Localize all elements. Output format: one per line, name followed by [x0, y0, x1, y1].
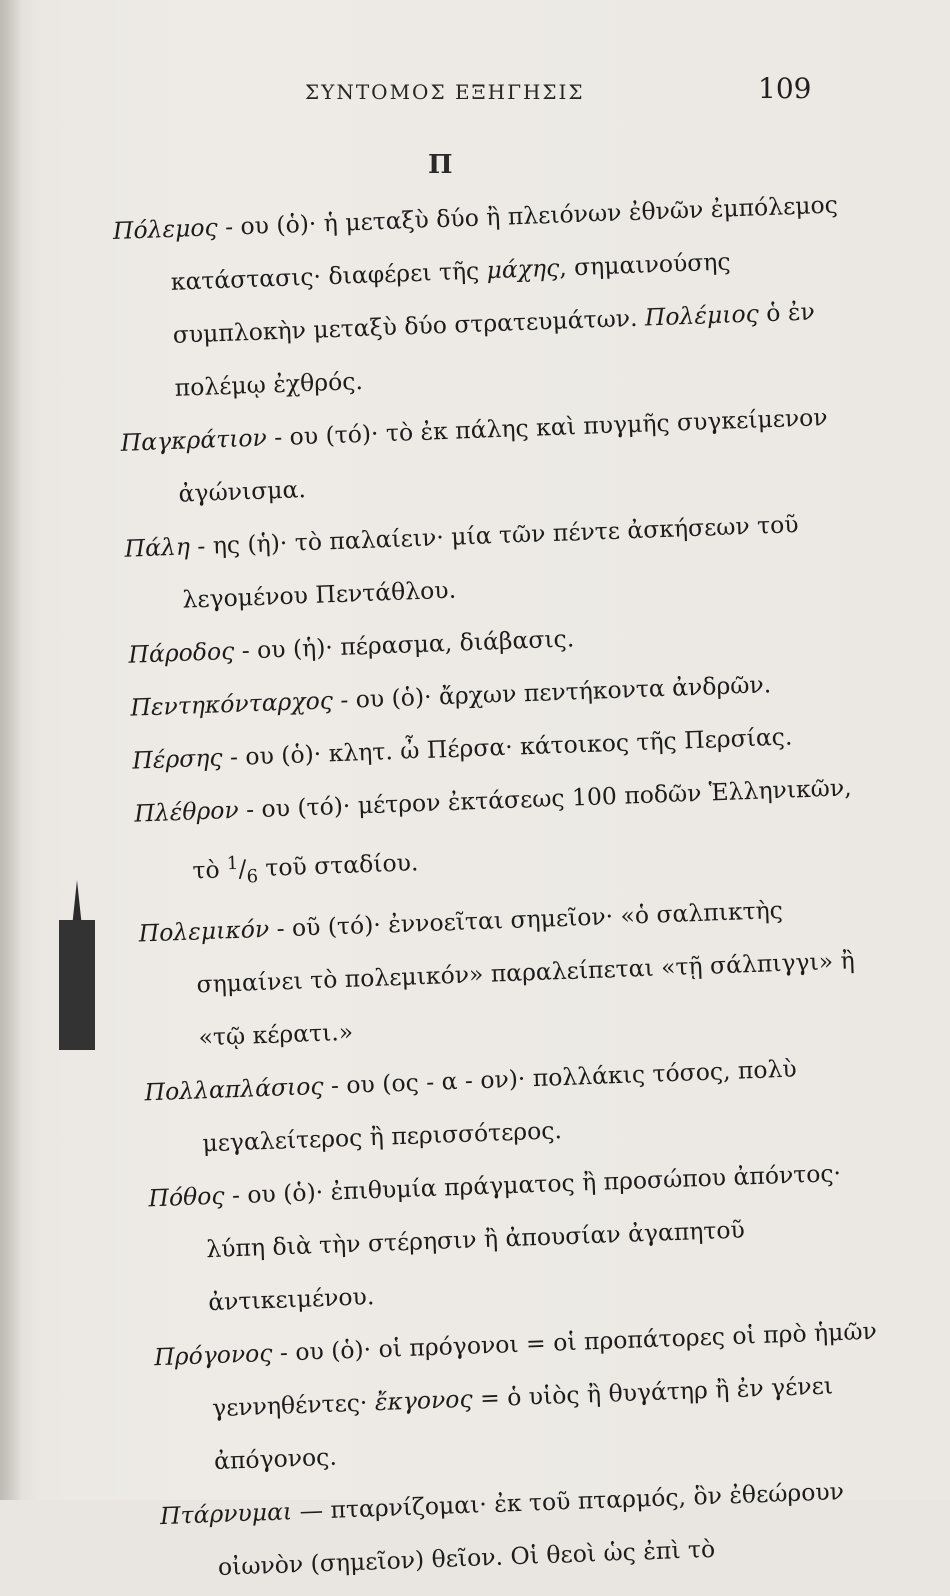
entry-body-end: ὁ ἐν πολέμῳ ἐχθρός.	[174, 297, 816, 402]
entry-term: Πεντηκόνταρχος	[129, 686, 334, 722]
entry-body-cont: τοῦ σταδίου.	[257, 848, 419, 883]
bookmark-ribbon	[55, 880, 99, 1050]
entry-body: - ου (τό)· μέτρον ἐκτάσεως 100 ποδῶν Ἑλληνικῶν, τὸ	[191, 773, 853, 885]
fraction-slash: /	[237, 854, 247, 883]
fraction-denominator: 6	[246, 866, 259, 888]
entry-body: - ου (ὁ)· ἐπιθυμία πράγματος ἢ προσώπου ἀπόντος· λύπη διὰ τὴν στέρησιν ἢ ἀπουσίαν ἀγαπητοῦ ἀντικειμένου.	[205, 1158, 842, 1317]
entry-term: Πολλαπλάσιος	[144, 1071, 325, 1107]
running-title: ΣΥΝΤΟΜΟΣ ΕΞΗΓΗΣΙΣ	[305, 80, 585, 104]
entry-body: - ης (ἡ)· τὸ παλαίειν· μία τῶν πέντε ἀσκήσεων τοῦ λεγομένου Πεντάθλου.	[181, 510, 800, 614]
entry-term: Πρόγονος	[153, 1338, 273, 1372]
entry-body: - ου (ὁ)· ἡ μεταξὺ δύο ἢ πλειόνων ἐθνῶν ἐμπόλεμος κατάστασις· διαφέρει τῆς	[170, 190, 839, 296]
entry-body: - οῦ (τό)· ἐννοεῖται σημεῖον· «ὁ σαλπικτὴς σημαίνει τὸ πολεμικόν» παραλείπεται «τῇ σάλπιγγι» ἢ «τῷ κέρατι.»	[196, 895, 856, 1052]
entry-body-cont: , σημαινούσης συμπλοκὴν μεταξὺ δύο στρατευμάτων.	[172, 247, 731, 349]
entry-term: Παγκράτιον	[120, 423, 268, 457]
entry-term: Πτάρνυμαι	[159, 1497, 293, 1531]
entry-body: - ου (ὁ)· κλητ. ὦ Πέρσα· κάτοικος τῆς Περσίας.	[222, 722, 793, 772]
entry-body: - ου (ὁ)· οἱ πρόγονοι = οἱ προπάτορες οἱ πρὸ ἡμῶν γεννηθέντες·	[211, 1316, 878, 1423]
entry-italic-tail: Πολέμιος	[644, 299, 760, 332]
entry-body: - ου (τό)· τὸ ἐκ πάλης καὶ πυγμῆς συγκείμενον ἀγώνισμα.	[178, 402, 829, 508]
page-header	[0, 72, 950, 112]
glossary-entry-progonos	[153, 1304, 898, 1490]
entry-body: - ου (ὁ)· ἄρχων πεντήκοντα ἀνδρῶν.	[332, 670, 772, 715]
glossary-entry-polemos	[112, 178, 859, 417]
entry-term: Πόθος	[147, 1181, 225, 1213]
glossary-text	[112, 178, 903, 1596]
glossary-entry-pothos	[147, 1145, 892, 1331]
entry-term: Πλέθρον	[133, 795, 240, 828]
entry-term: Πολεμικόν	[138, 914, 270, 948]
entry-body: - ου (ἡ)· πέρασμα, διάβασις.	[233, 624, 575, 665]
fraction-numerator: 1	[226, 852, 239, 875]
glossary-entry-polemikon	[138, 880, 883, 1066]
entry-term: Πέρσης	[131, 743, 224, 775]
entry-body: - ου (ος - α - ον)· πολλάκις τόσος, πολὺ μεγαλείτερος ἢ περισσότερος.	[201, 1054, 798, 1158]
entry-italic: ἔκγονος	[374, 1384, 474, 1417]
section-letter: Π	[428, 150, 453, 180]
gutter-shadow	[0, 0, 22, 1500]
page-number: 109	[758, 72, 812, 105]
entry-body-cont: = ὁ υἱὸς ἢ θυγάτηρ ἢ ἐν γένει ἀπόγονος.	[213, 1371, 834, 1476]
entry-term: Πάλη	[124, 532, 191, 563]
entry-term: Πόλεμος	[112, 213, 219, 245]
entry-italic: μάχης	[486, 253, 560, 285]
entry-body: — πταρνίζομαι· ἐκ τοῦ πταρμός, ὃν ἐθεώρουν οἰωνὸν (σημεῖον) θεῖον. Οἱ θεοὶ ὡς ἐπὶ τὸ	[217, 1477, 845, 1582]
entry-term: Πάροδος	[127, 636, 235, 669]
